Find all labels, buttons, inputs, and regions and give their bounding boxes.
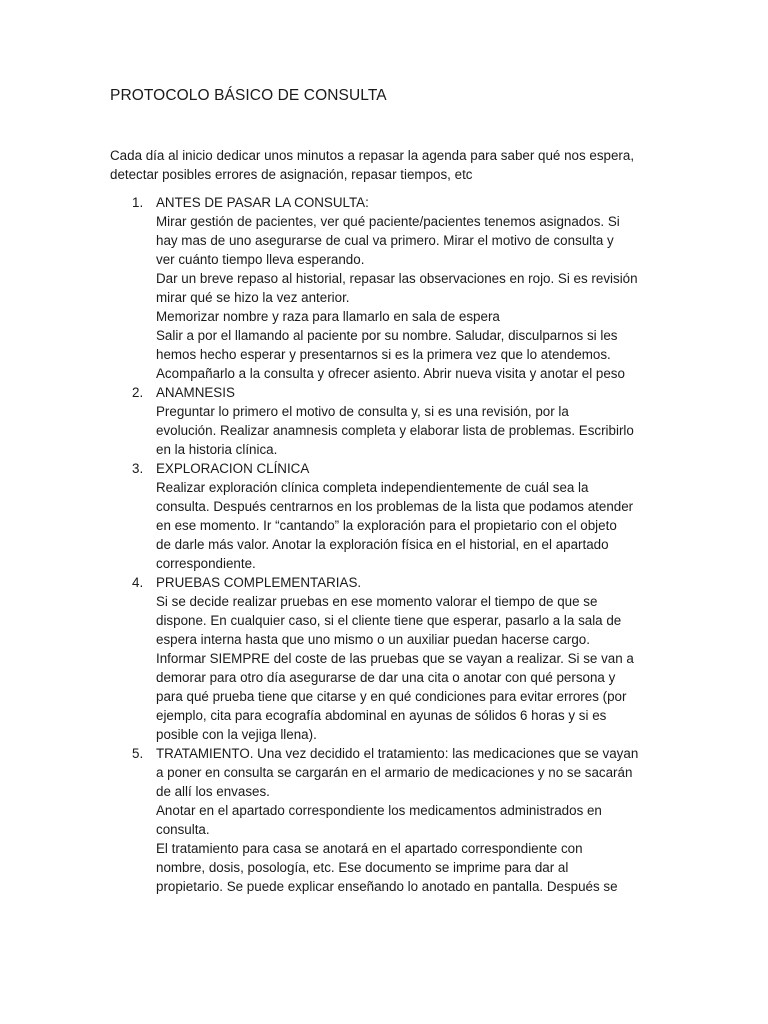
list-item-line: espera interna hasta que uno mismo o un auxiliar puedan hacerse cargo. [156,632,590,647]
list-item-exploracion-clinica [110,459,690,573]
list-item-pruebas-complementarias [110,573,690,744]
list-item-number: 5. [132,746,144,761]
list-item-line: mirar qué se hizo la vez anterior. [156,290,350,305]
list-item-line: de allí los envases. [156,784,270,799]
intro-line: detectar posibles errores de asignación, repasar tiempos, etc [110,167,473,182]
list-item-line: Memorizar nombre y raza para llamarlo en sala de espera [156,309,500,324]
list-item-line: Preguntar lo primero el motivo de consulta y, si es una revisión, por la [156,404,569,419]
list-item-line: Mirar gestión de pacientes, ver qué paciente/pacientes tenemos asignados. Si [156,214,620,229]
list-item-line: consulta. [156,822,210,837]
list-item-heading: TRATAMIENTO. Una vez decidido el tratamiento: las medicaciones que se vayan [156,746,639,761]
list-item-line: El tratamiento para casa se anotará en el apartado correspondiente con [156,841,583,856]
list-item-line: ver cuánto tiempo lleva esperando. [156,252,365,267]
list-item-number: 4. [132,575,144,590]
list-item-line: consulta. Después centrarnos en los problemas de la lista que podamos atender [156,499,634,514]
list-item-heading: PRUEBAS COMPLEMENTARIAS. [156,575,362,590]
list-item-line: Realizar exploración clínica completa independientemente de cuál sea la [156,480,589,495]
list-item-line: dispone. En cualquier caso, si el cliente tiene que esperar, pasarlo a la sala de [156,613,622,628]
list-item-number: 1. [132,195,144,210]
list-item-line: propietario. Se puede explicar enseñando lo anotado en pantalla. Después se [156,879,618,894]
list-item-line: hay mas de uno asegurarse de cual va primero. Mirar el motivo de consulta y [156,233,614,248]
list-item-line: hemos hecho esperar y presentarnos si es la primera vez que lo atendemos. [156,347,611,362]
list-item-heading: ANTES DE PASAR LA CONSULTA: [156,195,369,210]
list-item-tratamiento [110,744,690,896]
list-item-line: en ese momento. Ir “cantando” la exploración para el propietario con el objeto [156,518,617,533]
protocol-steps-list [110,193,690,896]
list-item-antes-de-pasar [110,193,690,383]
list-item-line: ejemplo, cita para ecografía abdominal en ayunas de sólidos 6 horas y si es [156,708,607,723]
list-item-line: Anotar en el apartado correspondiente los medicamentos administrados en [156,803,602,818]
intro-line: Cada día al inicio dedicar unos minutos a repasar la agenda para saber qué nos espera, [110,148,635,163]
list-item-line: posible con la vejiga llena). [156,727,317,742]
list-item-line: nombre, dosis, posología, etc. Ese documento se imprime para dar al [156,860,569,875]
list-item-line: Dar un breve repaso al historial, repasar las observaciones en rojo. Si es revisión [156,271,638,286]
list-item-number: 3. [132,461,144,476]
list-item-line: evolución. Realizar anamnesis completa y elaborar lista de problemas. Escribirlo [156,423,634,438]
list-item-anamnesis [110,383,690,459]
list-item-line: de darle más valor. Anotar la exploración física en el historial, en el apartado [156,537,609,552]
list-item-heading: ANAMNESIS [156,385,235,400]
list-item-line: Acompañarlo a la consulta y ofrecer asiento. Abrir nueva visita y anotar el peso [156,366,625,381]
list-item-line: correspondiente. [156,556,256,571]
list-item-line: demorar para otro día asegurarse de dar una cita o anotar con qué persona y [156,670,616,685]
list-item-heading: EXPLORACION CLÍNICA [156,461,310,476]
list-item-line: en la historia clínica. [156,442,278,457]
list-item-line: para qué prueba tiene que citarse y en qué condiciones para evitar errores (por [156,689,627,704]
list-item-line: a poner en consulta se cargarán en el armario de medicaciones y no se sacarán [156,765,633,780]
intro-paragraph [110,146,670,184]
list-item-number: 2. [132,385,144,400]
list-item-line: Salir a por el llamando al paciente por su nombre. Saludar, disculparnos si les [156,328,618,343]
list-item-line: Informar SIEMPRE del coste de las pruebas que se vayan a realizar. Si se van a [156,651,634,666]
list-item-line: Si se decide realizar pruebas en ese momento valorar el tiempo de que se [156,594,598,609]
document-title: PROTOCOLO BÁSICO DE CONSULTA [110,87,387,104]
